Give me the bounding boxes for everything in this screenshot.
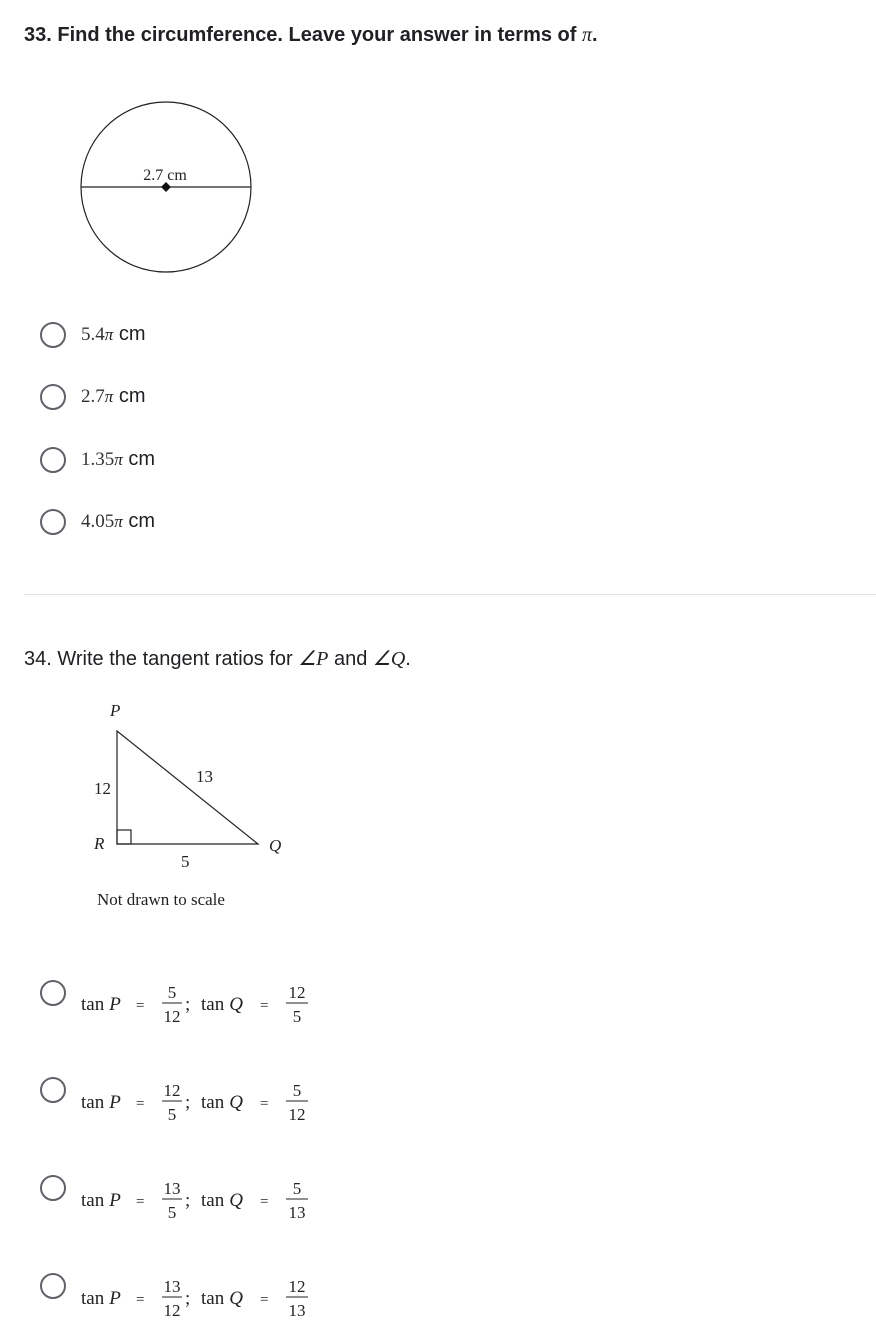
tan-p-text: tan P <box>81 994 121 1015</box>
figure-caption: Not drawn to scale <box>97 890 225 909</box>
equals: = <box>136 998 145 1014</box>
vertex-p-label: P <box>110 701 121 720</box>
question-divider <box>24 594 876 595</box>
q-numerator: 12 <box>288 1277 306 1296</box>
triangle-outline <box>117 731 258 844</box>
pi-symbol: π <box>114 512 123 531</box>
semicolon: ; <box>185 1092 191 1113</box>
tan-p-text: tan P <box>81 1288 121 1309</box>
question-33-title <box>24 22 598 48</box>
option-value: 2.7 <box>81 386 105 407</box>
q-numerator: 5 <box>292 1179 302 1198</box>
q33-option-3-radio[interactable] <box>40 447 66 473</box>
option-value: 1.35 <box>81 449 115 470</box>
equals: = <box>136 1096 145 1112</box>
q34-option-4-label[interactable] <box>81 1272 321 1328</box>
p-denominator: 5 <box>167 1203 177 1222</box>
tan-q-text: tan Q <box>201 1288 243 1309</box>
option-value: 4.05 <box>81 511 115 532</box>
q34-option-2-radio[interactable] <box>40 1077 66 1103</box>
side-rq-label: 5 <box>181 852 190 871</box>
side-pq-label: 13 <box>196 767 213 786</box>
q-numerator: 5 <box>292 1081 302 1100</box>
question-34-conj: and <box>333 648 368 670</box>
tan-q-text: tan Q <box>201 994 243 1015</box>
equals: = <box>260 998 269 1014</box>
q33-option-4-label[interactable] <box>81 509 155 534</box>
right-angle-marker <box>117 830 131 844</box>
angle-p: ∠P <box>298 648 329 670</box>
triangle-figure <box>88 696 298 876</box>
semicolon: ; <box>185 1190 191 1211</box>
q-denominator: 13 <box>288 1301 306 1320</box>
equals: = <box>136 1194 145 1210</box>
q33-option-2-label[interactable] <box>81 384 146 409</box>
tan-p-text: tan P <box>81 1092 121 1113</box>
q-denominator: 12 <box>288 1105 306 1124</box>
circle-figure <box>70 92 270 282</box>
q33-option-4-radio[interactable] <box>40 509 66 535</box>
q33-option-3-label[interactable] <box>81 447 155 472</box>
q34-option-3-label[interactable] <box>81 1174 321 1230</box>
option-unit: cm <box>128 510 156 532</box>
vertex-r-label: R <box>94 834 105 853</box>
angle-q: ∠Q <box>372 648 406 670</box>
p-denominator: 12 <box>163 1301 181 1320</box>
p-numerator: 13 <box>163 1179 181 1198</box>
pi-symbol: π <box>582 24 593 46</box>
question-34-period: . <box>405 648 411 670</box>
diameter-label: 2.7 cm <box>143 167 187 184</box>
question-34-text: Write the tangent ratios for <box>57 648 293 670</box>
semicolon: ; <box>185 1288 191 1309</box>
equals: = <box>260 1194 269 1210</box>
option-unit: cm <box>128 448 156 470</box>
tan-p-text: tan P <box>81 1190 121 1211</box>
pi-symbol: π <box>104 387 114 406</box>
question-33-period: . <box>592 24 598 46</box>
q-numerator: 12 <box>288 983 306 1002</box>
q33-option-1-radio[interactable] <box>40 322 66 348</box>
option-unit: cm <box>118 323 146 345</box>
option-value: 5.4 <box>81 324 105 345</box>
q34-option-3-radio[interactable] <box>40 1175 66 1201</box>
pi-symbol: π <box>104 325 114 344</box>
p-denominator: 5 <box>167 1105 177 1124</box>
p-numerator: 12 <box>163 1081 181 1100</box>
q-denominator: 13 <box>288 1203 306 1222</box>
vertex-q-label: Q <box>269 836 282 855</box>
q34-option-2-label[interactable] <box>81 1076 321 1132</box>
tan-q-text: tan Q <box>201 1190 243 1211</box>
q33-option-1-label[interactable] <box>81 322 146 347</box>
question-33-number: 33. <box>24 24 52 46</box>
equals: = <box>136 1292 145 1308</box>
question-34-number: 34. <box>24 648 52 670</box>
semicolon: ; <box>185 994 191 1015</box>
q34-option-1-label[interactable] <box>81 978 321 1034</box>
q33-option-2-radio[interactable] <box>40 384 66 410</box>
question-34-title <box>24 646 411 672</box>
question-33-text: Find the circumference. Leave your answer in terms of <box>57 24 577 46</box>
q-denominator: 5 <box>292 1007 302 1026</box>
p-numerator: 5 <box>167 983 177 1002</box>
pi-symbol: π <box>114 450 123 469</box>
equals: = <box>260 1096 269 1112</box>
q34-option-4-radio[interactable] <box>40 1273 66 1299</box>
side-pr-label: 12 <box>94 779 111 798</box>
q34-option-1-radio[interactable] <box>40 980 66 1006</box>
tan-q-text: tan Q <box>201 1092 243 1113</box>
equals: = <box>260 1292 269 1308</box>
p-denominator: 12 <box>163 1007 181 1026</box>
p-numerator: 13 <box>163 1277 181 1296</box>
option-unit: cm <box>118 385 146 407</box>
